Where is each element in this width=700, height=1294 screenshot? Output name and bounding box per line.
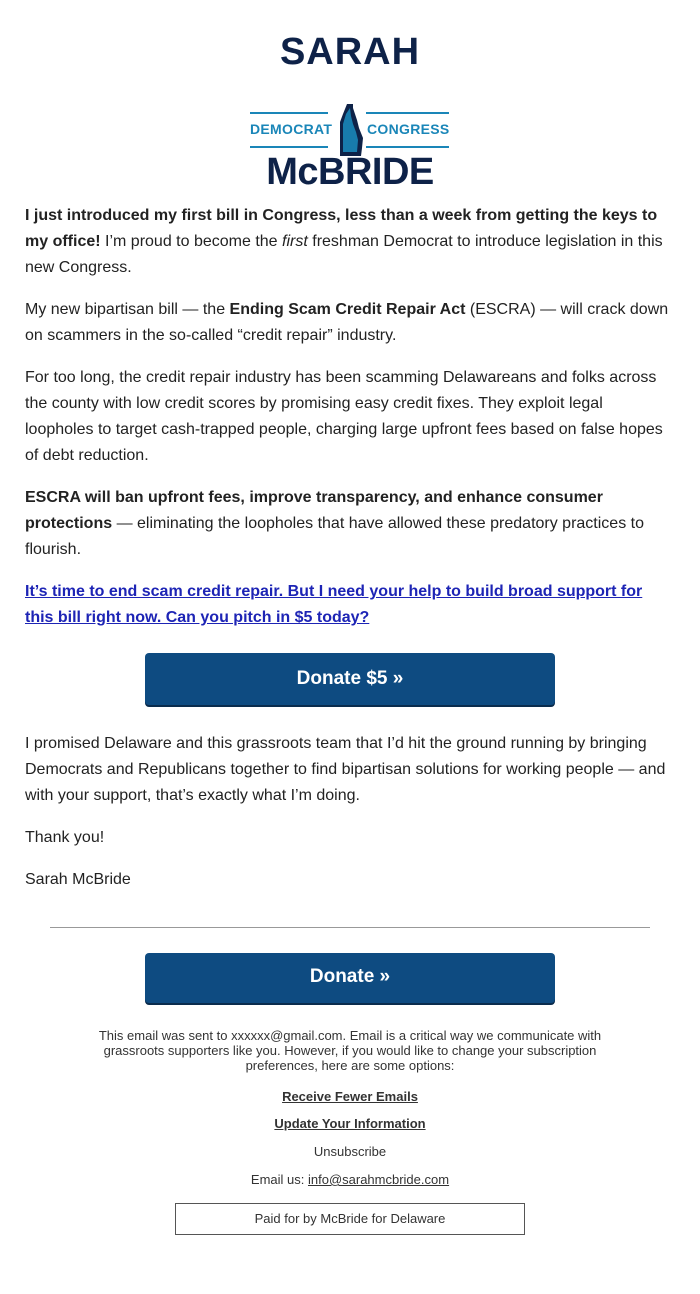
contact-line: [60, 1172, 640, 1187]
receive-fewer-emails-link[interactable]: Receive Fewer Emails: [282, 1089, 418, 1104]
update-information-link[interactable]: Update Your Information: [274, 1116, 426, 1131]
donate-5-button[interactable]: Donate $5 »: [145, 653, 555, 705]
paragraph-cta: [25, 579, 670, 631]
paragraph-promise: I promised Delaware and this grassroots team that I’d hit the ground running by bringing Democrats and Republicans together to find bipartisan solutions for working people — and with your support, that’s exactly what I’m doing.: [25, 735, 666, 804]
paragraph-bill: [25, 297, 670, 349]
signature: Sarah McBride: [25, 871, 131, 888]
bill-text-b: (ESCRA) — will crack down on scammers in the so-called “credit repair” industry.: [25, 301, 669, 344]
divider: [50, 927, 650, 928]
logo-first-name: SARAH: [279, 31, 421, 73]
intro-bold-text: I just introduced my first bill in Congress, less than a week from getting the keys to my office!: [25, 207, 658, 250]
escra-bold-text: ESCRA will ban upfront fees, improve transparency, and enhance consumer protections: [25, 489, 603, 532]
escra-text: — eliminating the loopholes that have allowed these predatory practices to flourish.: [25, 515, 644, 558]
intro-emphasis: first: [282, 233, 308, 250]
footer-notice: This email was sent to xxxxxx@gmail.com. Email is a critical way we communicate with grassroots supporters like you. However, if you would like to change your subscription preferences, here are some options:: [98, 1028, 602, 1073]
contact-email-link[interactable]: info@sarahmcbride.com: [307, 1172, 450, 1187]
logo-last-name: McBRIDE: [266, 151, 434, 193]
paragraph-escra: [25, 485, 670, 563]
logo-democrat-label: DEMOCRAT: [250, 121, 333, 137]
bill-text-a: My new bipartisan bill — the: [25, 301, 230, 318]
logo-congress-label: CONGRESS: [367, 121, 450, 137]
intro-text-b: freshman Democrat to introduce legislation in this new Congress.: [25, 233, 663, 276]
donate-cta-link[interactable]: It’s time to end scam credit repair. But I need your help to build broad support for this bill right now. Can you pitch in $5 today?: [25, 583, 643, 626]
campaign-logo: [249, 31, 451, 193]
delaware-state-icon: [337, 102, 365, 158]
paid-for-disclaimer: Paid for by McBride for Delaware: [175, 1203, 525, 1235]
intro-text-a: I’m proud to become the: [100, 233, 283, 250]
donate-button[interactable]: Donate »: [145, 953, 555, 1003]
email-body-closing: [25, 731, 670, 909]
email-us-label: Email us:: [250, 1172, 308, 1187]
paragraph-intro: [25, 203, 670, 281]
thank-you-text: Thank you!: [25, 829, 105, 846]
unsubscribe-link[interactable]: Unsubscribe: [313, 1144, 387, 1159]
paragraph-problem: For too long, the credit repair industry has been scamming Delawareans and folks across the county with low credit scores by promising easy credit fixes. They exploit legal loopholes to target cash-trapped people, charging large upfront fees based on false hopes of debt reduction.: [25, 369, 663, 464]
email-body: [25, 203, 670, 647]
bill-name: Ending Scam Credit Repair Act: [229, 301, 466, 318]
